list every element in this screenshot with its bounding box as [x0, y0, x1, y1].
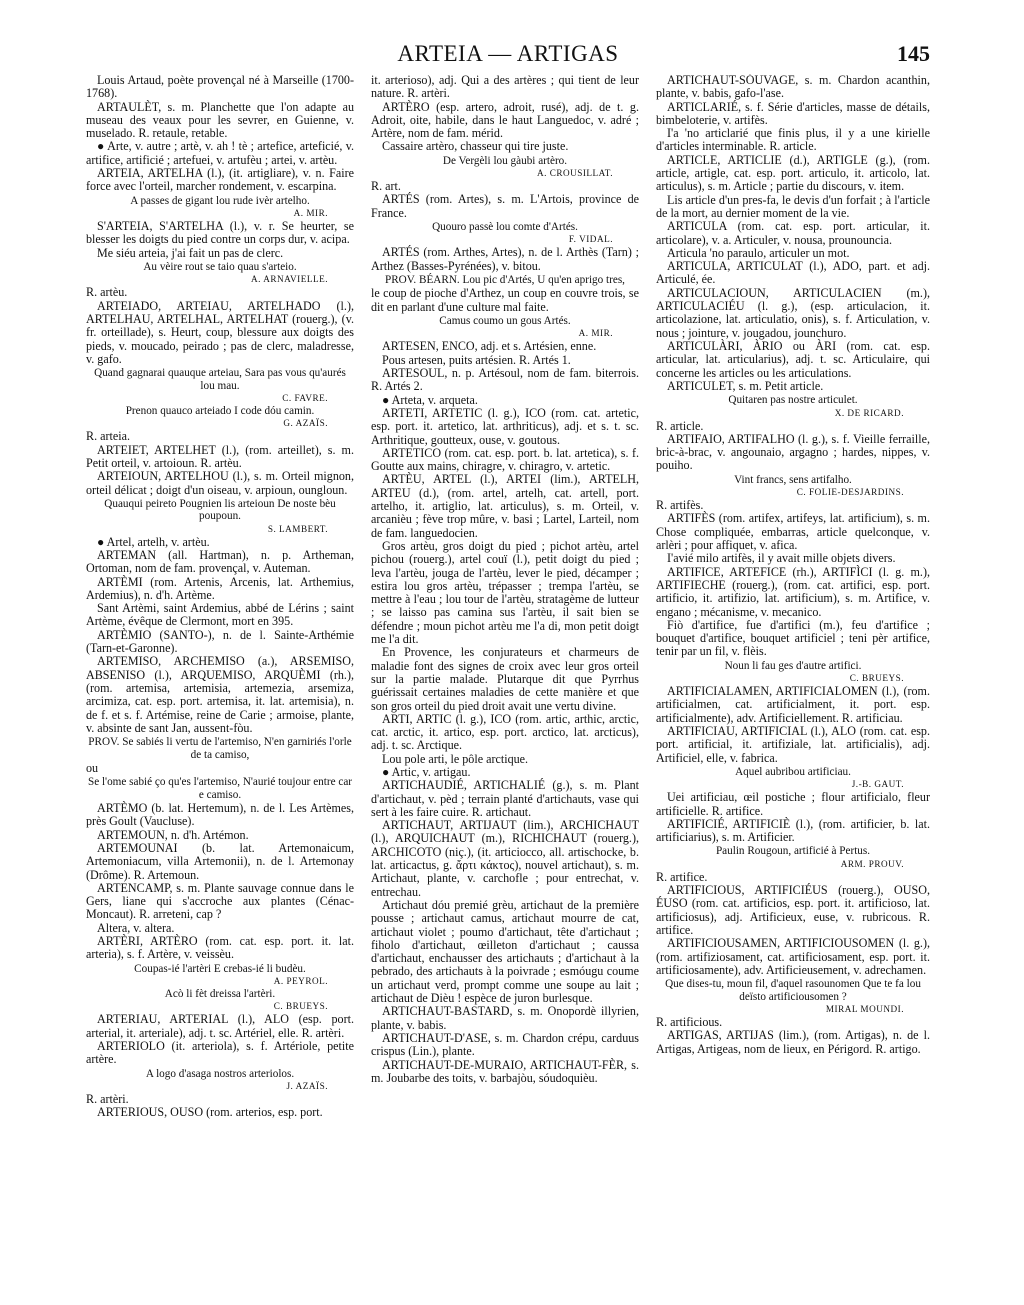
- entry-paragraph: ARTEMOUNAI (b. lat. Artemonaicum, Artemoniacum, villa Artemonii), n. de l. Artemonay (Drôme). R. Artemoun.: [86, 840, 354, 882]
- entry-paragraph: ARTESOUL, n. p. Artésoul, nom de fam. biterrois. R. Artés 2.: [371, 366, 639, 394]
- entry-paragraph: ARTICHAUDIÉ, ARTICHALIÉ (g.), s. m. Plant d'artichaut, v. pèd ; terrain planté d'artichauts, vase qui sert à les faire cuire. R. artichaut.: [371, 778, 639, 819]
- quotation-attribution: G. AZAÏS.: [283, 418, 328, 429]
- entry-paragraph: ● Arte, v. autre ; artè, v. ah ! tè ; artefice, arteficié, v. artifice, artificié ; artefuei, v. artufèu ; artei, v. artèu.: [86, 139, 354, 167]
- entry-paragraph: ARTICULÀRI, ÀRIO ou ÀRI (rom. cat. esp. articular, lat. articularius), adj. t. sc. Articulaire, qui concerne les articles ou les articulations.: [656, 338, 930, 380]
- quotation-attribution: A. MIR.: [293, 208, 328, 219]
- entry-paragraph: ARTERIOLO (it. arteriola), s. f. Artériole, petite artère.: [86, 1039, 354, 1067]
- continuation-line: le coup de pioche d'Arthez, un coup en couvre trois, se dit en parlant d'une culture mal faite.: [371, 286, 639, 314]
- entry-paragraph: ARTICULACIOUN, ARTICULACIEN (m.), ARTICULACIÉU (l. g.), (esp. articulacion, it. articolazione, lat. articulatio, onis), s. f. Articulation, v. nous ; jointure, v. jougadou, jounchuro.: [656, 285, 930, 340]
- quotation-attribution: C. BRUEYS.: [273, 1001, 328, 1012]
- entry-paragraph: ARTÈMO (b. lat. Hertemum), n. de l. Les Artèmes, près Goult (Vaucluse).: [86, 801, 354, 829]
- entry-paragraph: I'avié milo artifès, il y avait mille objets divers.: [667, 551, 896, 566]
- continuation-line: R. artifès.: [656, 498, 704, 513]
- continuation-line: it. arterioso), adj. Qui a des artères ; qui tient de leur nature. R. artèri.: [371, 74, 639, 101]
- entry-paragraph: S'ARTEIA, S'ARTELHA (l.), v. r. Se heurter, se blesser les doigts du pied contre un corps dur, v. acipa.: [86, 219, 354, 247]
- quotation-attribution: ARM. PROUV.: [840, 858, 904, 869]
- entry-paragraph: ARTIFICIOUSAMEN, ARTIFICIOUSOMEN (l. g.), (rom. artifiziosament, cat. artificiosament, esp. port. it. artificiosamente), adv. Artificieusement, v. adrechamen.: [656, 936, 930, 977]
- entry-paragraph: ARTAULÈT, s. m. Planchette que l'on adapte au museau des veaux pour les sevrer, en Guienne, v. muselado. R. retaule, retable.: [86, 99, 354, 141]
- quotation-line: Noun li fau ges d'autre artifici.: [724, 659, 862, 672]
- entry-paragraph: ARTICHAUT-SÓUVAGE, s. m. Chardon acanthin, plante, v. babis, gafo-l'ase.: [656, 74, 930, 101]
- entry-paragraph: ARTIFAIO, ARTIFALHO (l. g.), s. f. Vieille ferraille, bric-à-brac, v. angounaio, argagno ; hardes, nippes, v. pouiho.: [656, 431, 930, 473]
- entry-paragraph: Lou pole arti, le pôle arctique.: [382, 751, 529, 766]
- quotation-attribution: C. FOLIE-DESJARDINS.: [796, 487, 904, 498]
- quotation-line: Quand gagnarai quauque arteiau, Sara pas vous qu'aurés lou mau.: [94, 367, 346, 392]
- entry-paragraph: ARTÈMI (rom. Artenis, Arcenis, lat. Arthemius, Ardemius), n. d'h. Artème.: [86, 574, 354, 602]
- entry-paragraph: ARTEIET, ARTELHET (l.), (rom. arteillet), s. m. Petit orteil, v. artoioun. R. artèu.: [86, 442, 354, 470]
- continuation-line: ou: [86, 760, 99, 775]
- entry-paragraph: Louis Artaud, poète provençal né à Marseille (1700-1768).: [86, 74, 354, 101]
- quotation-line: Vint francs, sens artifalho.: [734, 473, 852, 486]
- entry-paragraph: I'a 'no articlarié que finis plus, il y a une kirielle d'articles interminable. R. article.: [656, 126, 930, 154]
- quotation-line: Se l'ome sabié ço qu'es l'artemiso, N'aurié toujour entre car e camiso.: [87, 776, 353, 801]
- quotation-attribution: A. ARNAVIELLE.: [250, 274, 328, 285]
- entry-paragraph: Artichaut dóu premié grèu, artichaut de la première pousse ; artichaut camus, artichaut mourre de cat, artichaut violet ; poumo d'artichaut, tête d'artichaut ; fiholo d'artichaut, œilleton d'artichaut ; caussa d'artichaut, enchausser des artichauts ; d'artichaut à la pebrado, des artichauts à la poivrade ; esmóugu coume un artichaut verd, prompt comme une soupe au lait ; artichaut de Dièu ! espèce de juron burlesque.: [371, 897, 639, 1006]
- entry-paragraph: Sant Artèmi, saint Ardemius, abbé de Lérins ; saint Artème, évêque de Clermont, mort en 395.: [86, 601, 354, 629]
- quotation-attribution: F. VIDAL.: [568, 234, 613, 245]
- quotation-line: Aquel aubribou artificiau.: [735, 765, 851, 778]
- running-head: ARTEIA — ARTIGAS: [397, 41, 619, 66]
- quotation-line: PROV. BÉARN. Lou pic d'Artés, U qu'en aprigo tres,: [385, 274, 625, 287]
- entry-paragraph: ARTERIAU, ARTERIAL (l.), ALO (esp. port. arterial, it. arteriale), adj. t. sc. Artériel, elle. R. artèri.: [86, 1012, 354, 1040]
- continuation-line: R. article.: [656, 418, 704, 433]
- entry-paragraph: Cassaire artèro, chasseur qui tire juste.: [382, 139, 569, 154]
- entry-paragraph: Pous artesen, puits artésien. R. Artés 1.: [382, 352, 571, 367]
- entry-paragraph: ARTÈMIO (SANTO-), n. de l. Sainte-Arthémie (Tarn-et-Garonne).: [86, 627, 354, 656]
- entry-paragraph: ARTIFÈS (rom. artifex, artifeys, lat. artificium), s. m. Chose compliquée, embarras, article quelconque, v. arlèri ; pour affiquet, v. afica.: [656, 511, 930, 553]
- entry-paragraph: Lis article d'un pres-fa, le devis d'un forfait ; à l'article de la mort, au dernier moment de la vie.: [656, 192, 930, 220]
- entry-paragraph: ● Artic, v. artigau.: [382, 764, 471, 779]
- quotation-line: Coupas-ié l'artèri E crebas-ié li budèu.: [134, 962, 306, 975]
- entry-paragraph: ARTICULA (rom. cat. esp. port. articular, it. articolare), v. a. Articuler, v. nousa, prounouncia.: [656, 219, 930, 247]
- column-right: [656, 74, 930, 1204]
- quotation-line: De Vergèli lou gàubi artèro.: [442, 154, 568, 167]
- entry-paragraph: ARTI, ARTIC (l. g.), ICO (rom. artic, arthic, arctic, cat. arctic, it. artico, esp. port. arctico, lat. arcticus), adj. t. sc. Arctique.: [371, 711, 639, 753]
- entry-paragraph: ARTICHAUT-BASTARD, s. m. Onopordè illyrien, plante, v. babis.: [371, 1004, 639, 1032]
- entry-paragraph: ● Arteta, v. arqueta.: [382, 392, 478, 407]
- quotation-attribution: X. DE RICARD.: [834, 407, 904, 418]
- quotation-attribution: A. CROUSILLAT.: [537, 168, 613, 179]
- quotation-line: Quouro passè lou comte d'Artés.: [432, 221, 578, 234]
- quotation-attribution: J.-B. GAUT.: [851, 779, 904, 790]
- continuation-line: R. artèri.: [86, 1092, 129, 1107]
- entry-paragraph: ARTEIA, ARTELHA (l.), (it. artigliare), v. n. Faire force avec l'orteil, marcher rondement, v. escarpina.: [86, 166, 354, 194]
- entry-paragraph: ARTETI, ARTETIC (l. g.), ICO (rom. cat. artetic, esp. port. it. artetico, lat. arthriticus), adj. et s. t. sc. Arthritique, goutteux, ouse, v. goutous.: [371, 405, 639, 447]
- entry-paragraph: ARTICULET, s. m. Petit article.: [667, 378, 824, 393]
- entry-paragraph: ARTIGAS, ARTIJAS (lim.), (rom. Artigas), n. de l. Artigas, Artigeas, nom de lieux, en Périgord. R. artigo.: [656, 1028, 930, 1056]
- entry-paragraph: ARTÈRO (esp. artero, adroit, rusé), adj. de t. g. Adroit, oite, habile, dans le haut Languedoc, v. adré ; Artère, nom de fam. mérid.: [371, 99, 639, 141]
- quotation-line: Paulin Rougoun, artificié à Pertus.: [715, 845, 871, 858]
- entry-paragraph: ARTEMAN (all. Hartman), n. p. Artheman, Ortoman, nom de fam. provençal, v. Auteman.: [86, 547, 354, 576]
- column-middle: [371, 74, 639, 1204]
- entry-paragraph: ARTERIOUS, OUSO (rom. arterios, esp. port.: [97, 1105, 323, 1120]
- quotation-line: Prenon quauco arteiado I code dóu camin.: [125, 404, 315, 417]
- continuation-line: R. art.: [371, 179, 401, 194]
- entry-paragraph: ARTICHAUT, ARTIJAUT (lim.), ARCHICHAUT (l.), ARQUICHAUT (m.), RICHICHAUT (rouerg.), ARCHICOTO (niç.), (it. articiocco, all. artischocke, b. lat. articactus, g. ἄρτι κάκτος), nouvel artichaut), s. m. Artichaut, plante, v. carchofle ; pour entrechat, v. entrechau.: [371, 818, 639, 899]
- entry-paragraph: ARTETICO (rom. cat. esp. port. b. lat. artetica), s. f. Goutte aux mains, chiragre, v. chiragro, v. artetic.: [371, 445, 639, 474]
- quotation-attribution: C. FAVRE.: [282, 392, 328, 403]
- entry-paragraph: ARTESEN, ENCO, adj. et s. Artésien, enne.: [382, 339, 597, 354]
- entry-paragraph: ARTÈU, ARTEL (l.), ARTEI (lim.), ARTELH, ARTEU (d.), (rom. artel, artelh, cat. artell, port. artelho, it. artiglio, lat. articulus), s. m. Orteil, v. arcanièu ; fève trop mûre, v. basi ; Lartel, Larteil, nom de fam. languedocien.: [371, 472, 639, 540]
- continuation-line: R. artificious.: [656, 1015, 723, 1030]
- quotation-line: PROV. Se sabiés li vertu de l'artemiso, N'en garniriés l'orle de ta camiso,: [88, 736, 352, 761]
- page-header: [86, 41, 930, 73]
- quotation-line: Quitaren pas nostre articulet.: [728, 394, 858, 407]
- entry-paragraph: Fiò d'artifice, fue d'artifici (m.), feu d'artifice ; bouquet d'artifice, bouquet artificiel ; teni pèr artifice, tenir par un fil, v. flèis.: [656, 617, 930, 659]
- continuation-line: R. artifice.: [656, 869, 708, 884]
- continuation-line: R. arteia.: [86, 429, 130, 444]
- entry-paragraph: ARTEIOUN, ARTELHOU (l.), s. m. Orteil mignon, orteil délicat ; doigt d'un oiseau, v. arpioun, oungloun.: [86, 469, 354, 497]
- entry-paragraph: ARTÉS (rom. Arthes, Artes), n. de l. Arthès (Tarn) ; Arthez (Basses-Pyrénées), v. bitou.: [371, 245, 639, 273]
- entry-paragraph: ● Artel, artelh, v. artèu.: [97, 534, 210, 549]
- entry-paragraph: ARTIFICIOUS, ARTIFICIÉUS (rouerg.), OUSO, ÉUSO (rom. cat. artificios, esp. port. it. artificioso, lat. artificiosus), adj. Artificieux, euse, v. rubricous. R. artifice.: [656, 883, 930, 938]
- entry-paragraph: ARTENCAMP, s. m. Plante sauvage connue dans le Gers, liane qui s'accroche aux plantes (Cénac-Moncaut). R. arreteni, cap ?: [86, 880, 354, 922]
- quotation-attribution: C. BRUEYS.: [849, 673, 904, 684]
- quotation-attribution: J. AZAÏS.: [286, 1081, 328, 1092]
- entry-paragraph: Gros artèu, gros doigt du pied ; pichot artèu, artel pichou (rouerg.), artel couï (l.), petit doigt du pied ; leva l'artèu, jouga de l'artèu, lever le pied, décamper ; estira lou gros artèu, trépasser ; trempa l'artèu, se mettre à l'eau ; lou tour de l'artèu, stratagème de lutteur ; se laisso pas camina sus l'artèu, il sait bien se défendre ; moun pichot artèu me l'a di, mon petit doigt me l'a dit.: [371, 538, 639, 647]
- entry-paragraph: ARTICULA, ARTICULAT (l.), ADO, part. et adj. Articulé, ée.: [656, 259, 930, 287]
- quotation-line: Quauqui peireto Pougnien lis arteioun De noste bèu poupoun.: [104, 497, 336, 523]
- quotation-attribution: A. PEYROL.: [273, 976, 328, 987]
- entry-paragraph: ARTÉS (rom. Artes), s. m. L'Artois, province de France.: [371, 192, 639, 220]
- entry-paragraph: Altera, v. altera.: [97, 920, 175, 935]
- entry-paragraph: Uei artificiau, œil postiche ; flour artificialo, fleur artificielle. R. artifice.: [656, 790, 930, 818]
- continuation-line: R. artèu.: [86, 285, 128, 300]
- entry-paragraph: ARTIFICIAU, ARTIFICIAL (l.), ALO (rom. cat. esp. port. artificial, it. artifiziale, lat. artificialis), adj. Artificiel, elle, v. fabrica.: [656, 723, 930, 765]
- quotation-attribution: S. LAMBERT.: [267, 523, 328, 534]
- quotation-line: A passes de gigant lou rude ivèr artelho.: [130, 194, 310, 207]
- entry-paragraph: ARTICLE, ARTICLIE (d.), ARTIGLE (g.), (rom. article, artigle, cat. esp. port. articulo, it. articolo, lat. articulus), s. m. Article ; partie du discours, v. item.: [656, 152, 930, 194]
- entry-paragraph: En Provence, les conjurateurs et charmeurs de maladie font des signes de croix avec leur gros orteil sur la partie malade. Plutarque dit que Pyrrhus guérissait certaines maladies de cette manière et que son gros orteil du pied droit avait une vertu divine.: [371, 645, 639, 713]
- entry-paragraph: ARTIFICIALAMEN, ARTIFICIALOMEN (l.), (rom. artificialmen, cat. artificialment, it. port. esp. artificialmente), adv. Artificiellement. R. artificiau.: [656, 684, 930, 725]
- entry-paragraph: ARTEIADO, ARTEIAU, ARTELHADO (l.), ARTELHAU, ARTELHAL, ARTELHAT (rouerg.), (v. fr. orteillade), s. Heurt, coup, blessure aux doigts des pieds, v. moucado, peirado ; pas de clerc, maladresse, v. gafo.: [86, 298, 354, 366]
- entry-paragraph: ARTEMOUN, n. d'h. Artémon.: [97, 827, 249, 842]
- entry-paragraph: ARTEMISO, ARCHEMISO (a.), ARSEMISO, ABSENISO (l.), ARQUEMISO, ARQUÈMI (rh.), (rom. artemisa, artemisia, artemezia, arsemiza, arcimiza, cat. esp. port. artemisa, it. lat. artemisia), n. de f. et s. f. Artémise, reine de Carie ; armoise, plante, v. absinte de sant Jan, aussent-fòu.: [86, 654, 354, 735]
- quotation-attribution: MIRAL MOUNDI.: [825, 1004, 904, 1015]
- entry-paragraph: ARTICHAUT-DE-MURAIO, ARTICHAUT-FÈR, s. m. Joubarbe des toits, v. barbajòu, sóudoquièu.: [371, 1057, 639, 1085]
- entry-paragraph: ARTIFICE, ARTEFICE (rh.), ARTIFÌCI (l. g. m.), ARTIFIECHE (rouerg.), (rom. cat. artifici, esp. port. artificio, it. artifizio, lat. artificium), s. m. Artifice, v. engano ; mécanisme, v. mecanico.: [656, 564, 930, 619]
- entry-paragraph: Articula 'no paraulo, articuler un mot.: [667, 245, 850, 260]
- entry-paragraph: ARTIFICIÉ, ARTIFICIÈ (l.), (rom. artificier, b. lat. artificiarius), s. m. Artificier.: [656, 816, 930, 845]
- entry-paragraph: ARTÈRI, ARTÈRO (rom. cat. esp. port. it. lat. arteria), s. f. Artère, v. veissèu.: [86, 934, 354, 962]
- entry-paragraph: Me siéu arteia, j'ai fait un pas de clerc.: [97, 245, 284, 260]
- quotation-line: Que dises-tu, moun fil, d'aquel rasounomen Que te fa lou deïsto artificiousomen ?: [665, 978, 921, 1003]
- quotation-line: Acò li fèt dreissa l'artèri.: [164, 988, 276, 1001]
- quotation-attribution: A. MIR.: [578, 328, 613, 339]
- quotation-line: A logo d'asaga nostros arteriolos.: [145, 1067, 295, 1080]
- column-left: [86, 74, 354, 1204]
- quotation-line: Au vèire rout se taio quau s'arteio.: [143, 260, 297, 273]
- page-number: 145: [897, 41, 930, 66]
- entry-paragraph: ARTICHAUT-D'ASE, s. m. Chardon crépu, carduus crispus (Lin.), plante.: [371, 1030, 639, 1059]
- entry-paragraph: ARTICLARIÉ, s. f. Série d'articles, masse de détails, bimbeloterie, v. artifès.: [656, 99, 930, 127]
- quotation-line: Camus coumo un gous Artés.: [439, 315, 571, 328]
